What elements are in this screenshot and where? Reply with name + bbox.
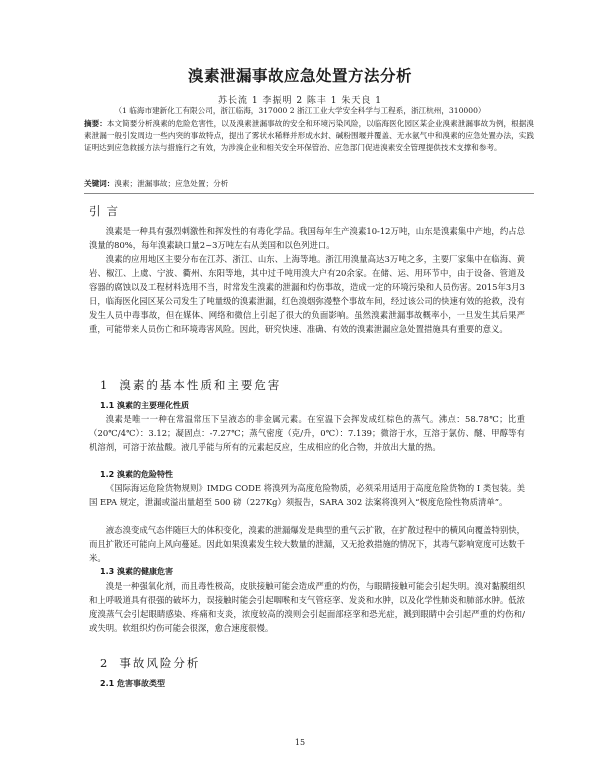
- section-1-heading: [100, 377, 281, 393]
- section-2-heading: [100, 655, 200, 671]
- subsection-2-1-heading: 2.1 危害事故类型: [100, 679, 165, 688]
- author-list: 苏长流 1 李振明 2 陈丰 1 朱天良 1: [218, 96, 382, 106]
- subsection-1-2-paragraph-2: 液态溴变成气态伴随巨大的体积变化，溴素的泄漏爆发是典型的重气云扩散，在扩散过程中的横风向覆盖特别快，而且扩散还可能向上风向蔓延。因此如果溴素发生较大数量的泄漏，又无抢救措施的情况下，其毒气影响宽度可达数千米。: [89, 525, 525, 563]
- subsection-1-1-heading: 1.1 溴素的主要理化性质: [100, 401, 189, 410]
- author-affiliation: （1 临海市建新化工有限公司，浙江临海，317000 2 浙江工业大学安全科学与工程系，浙江杭州，310000）: [114, 106, 486, 115]
- abstract-label: 摘要：: [84, 119, 107, 128]
- subsection-1-2-heading: 1.2 溴素的危险特性: [100, 470, 173, 479]
- section-2-title: 事故风险分析: [119, 656, 201, 670]
- intro-heading: 引言: [89, 204, 124, 218]
- subsection-1-2-paragraph-1: 《国际海运危险货物规则》IMDG CODE 将溴列为高度危险物质，必须采用适用于高度危险货物的 I 类包装。美国 EPA 规定，泄漏或溢出量超至 500 磅（227Kg）须报告，SARA 302 法案将溴列入“极度危险性物质清单”。: [89, 483, 525, 507]
- subsection-1-3-heading: 1.3 溴素的健康危害: [100, 567, 173, 576]
- abstract-text: 本文简要分析溴素的危险危害性，以及溴素泄漏事故的安全和环境污染风险，以临海医化园区某企业溴素泄漏事故为例，根据溴素泄漏一般引发周边一些内突的事故特点，提出了雾状水稀释并形成水封、碱粉围堰并覆盖、无水氨气中和溴素的应急处置办法，实践证明达到应急救援方法与措施行之有效，为涉溴企业和相关安全环保管治、应急部门促进溴素安全管理提供技术支撑和参考。: [84, 119, 535, 153]
- subsection-1-1-paragraph: 溴素是唯一一种在常温常压下呈液态的非金属元素。在室温下会挥发成红棕色的蒸气。沸点：58.78℃；比重（20℃/4℃）：3.12；凝固点：-7.27℃；蒸气密度（克/升，0℃）：7.139；微溶于水，互溶于氯仿、醚、甲醇等有机溶剂，可溶于浓盐酸。液几乎能与所有的元素起反应，生成相应的化合物，并放出大量的热。: [89, 414, 525, 452]
- section-1-title: 溴素的基本性质和主要危害: [119, 378, 282, 392]
- page-number: 15: [294, 738, 306, 747]
- keywords: [84, 178, 534, 189]
- keywords-text: 溴素；泄漏事故；应急处置；分析: [114, 179, 229, 188]
- section-1-number: 1: [100, 378, 110, 392]
- keywords-label: 关键词：: [84, 179, 115, 188]
- section-2-number: 2: [100, 656, 110, 670]
- abstract: [84, 118, 534, 155]
- paper-title: 溴素泄漏事故应急处置方法分析: [187, 67, 412, 85]
- intro-paragraph-2: 溴素的应用地区主要分布在江苏、浙江、山东、上海等地。浙江用溴量高达3万吨之多，主要厂家集中在临海、黄岩、椒江、上虞、宁波、衢州、东阳等地，其中过千吨用溴大户有20余家。在储、运、用环节中，由于设备、管道及容器的腐蚀以及工程材料选用不当，时常发生溴素的泄漏和灼伤事故，造成一定的环境污染和人员伤害。2015年3月3日，临海医化园区某公司发生了吨量级的溴素泄漏，红色溴烟弥漫整个事故车间，经过该公司的快速有效的抢救，没有发生人员中毒事故，但在媒体、网络和微信上引起了很大的负面影响。虽然溴素泄漏事故概率小，一旦发生其后果严重，可能带来人员伤亡和环境毒害风险。因此，研究快速、准确、有效的溴素泄漏应急处置措施具有重要的意义。: [89, 254, 525, 334]
- abstract-divider: [84, 193, 534, 194]
- subsection-1-3-paragraph: 溴是一种强氧化剂，而且毒性极高，皮肤接触可能会造成严重的灼伤，与眼睛接触可能会引起失明。溴对黏膜组织和上呼吸道具有很强的破坏力，误接触时能会引起咽喉和支气管痉挛、发炎和水肿，以及化学性肺炎和肺部水肿。低浓度溴蒸气会引起眼睛感染、疼痛和支炎，浓度较高的溴则会引起面部痉挛和恐光症，溅到眼睛中会引起严重的灼伤和/或失明。软组织灼伤可能会很深，愈合速度很慢。: [89, 581, 525, 633]
- intro-paragraph-1: 溴素是一种具有强烈刺激性和挥发性的有毒化学品。我国每年生产溴素10-12万吨，山东是溴素集中产地，约占总溴量的80%，每年溴素缺口量2~3万吨左右从美国和以色列进口。: [89, 226, 525, 250]
